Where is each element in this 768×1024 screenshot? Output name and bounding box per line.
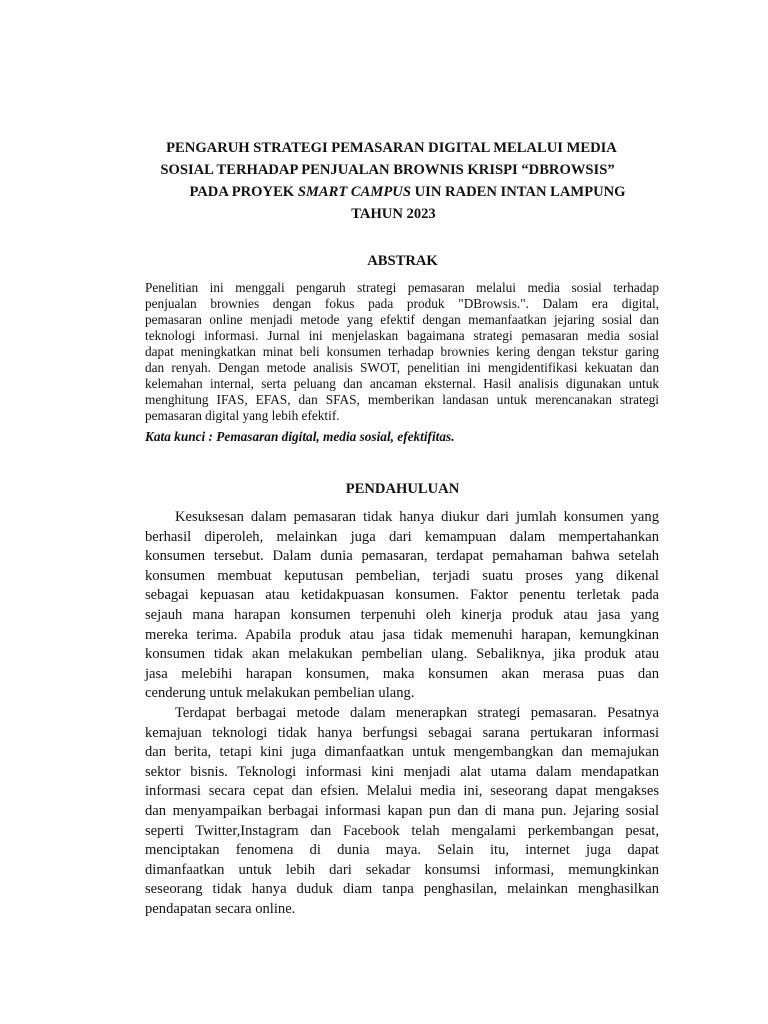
paragraph-line: informasi secara cepat dan efsien. Melalui media ini, seseorang dapat mengakses <box>145 783 659 800</box>
paragraph-line: seperti Twitter,Instagram dan Facebook telah mengalami perkembangan pesat, <box>145 822 659 839</box>
paragraph-line: konsumen membuat keputusan pembelian, terjadi suatu proses yang dikenal <box>145 567 659 584</box>
paragraph-line: seseorang tidak hanya duduk diam tanpa penghasilan, melainkan menghasilkan <box>145 881 659 898</box>
document-title <box>140 137 665 225</box>
abstract-line: menghitung IFAS, EFAS, dan SFAS, memberikan landasan untuk merencanakan strategi <box>145 392 659 407</box>
paragraph-line: berhasil diperoleh, melainkan juga dari kemampuan dalam mempertahankan <box>145 528 659 545</box>
paragraph-line: dimanfaatkan untuk lebih dari sekadar konsumsi informasi, memungkinkan <box>145 861 659 878</box>
abstract-heading: ABSTRAK <box>367 253 438 269</box>
paragraph-line: menciptakan fenomena di dunia maya. Selain itu, internet juga dapat <box>145 842 659 859</box>
paragraph-line: kemajuan teknologi tidak hanya berfungsi sebagai sarana pertukaran informasi <box>145 724 659 741</box>
abstract-line: kelemahan internal, serta peluang dan ancaman eksternal. Hasil analisis digunakan untuk <box>145 376 659 391</box>
introduction-heading: PENDAHULUAN <box>345 481 460 497</box>
paragraph-line: pendapatan secara online. <box>145 900 296 917</box>
paragraph-line: Kesuksesan dalam pemasaran tidak hanya diukur dari jumlah konsumen yang <box>175 509 659 525</box>
paragraph-line: sejauh mana harapan konsumen terpenuhi oleh kinerja produk atau jasa yang <box>145 606 659 623</box>
abstract-line: pemasaran digital yang lebih efektif. <box>145 408 340 423</box>
abstract-line: pemasaran online menjadi metode yang efektif dengan memanfaatkan jejaring sosial dan <box>145 312 659 327</box>
title-italic-segment: SMART CAMPUS <box>297 184 411 200</box>
abstract-line: dan renyah. Dengan metode analisis SWOT, penelitian ini mengidentifikasi kekuatan dan <box>145 360 659 375</box>
abstract-line: penjualan brownies dengan fokus pada produk "DBrowsis.". Dalam era digital, <box>145 296 659 311</box>
title-text-segment: UIN RADEN INTAN LAMPUNG <box>410 184 626 200</box>
keywords: Kata kunci : Pemasaran digital, media sosial, efektifitas. <box>145 429 455 444</box>
abstract-line: teknologi informasi. Jurnal ini menjelaskan bagaimana strategi pemasaran media sosial <box>145 328 659 343</box>
paragraph-line: mereka terima. Apabila produk atau jasa tidak memenuhi harapan, kemungkinan <box>145 626 659 643</box>
abstract-line: Penelitian ini menggali pengaruh strategi pemasaran melalui media sosial terhadap <box>145 280 659 295</box>
paragraph-line: sektor bisnis. Teknologi informasi kini menjadi alat utama dalam mendapatkan <box>145 763 659 780</box>
paragraph-line: jasa melebihi harapan konsumen, maka konsumen akan merasa puas dan <box>145 665 659 682</box>
introduction-body <box>145 508 659 919</box>
paragraph-line: cenderung untuk melakukan pembelian ulang. <box>145 685 415 702</box>
title-line: TAHUN 2023 <box>351 206 436 222</box>
paragraph-line: konsumen tersebut. Dalam dunia pemasaran, terdapat pemahaman bahwa setelah <box>145 548 659 565</box>
abstract-paragraph <box>145 280 659 424</box>
title-line: SOSIAL TERHADAP PENJUALAN BROWNIS KRISPI “DBROWSIS” <box>160 162 615 178</box>
paragraph-line: sebagai kepuasan atau ketidakpuasan konsumen. Faktor penentu terletak pada <box>145 587 659 604</box>
paragraph-line: Terdapat berbagai metode dalam menerapkan strategi pemasaran. Pesatnya <box>175 704 659 721</box>
paragraph-line: dan menyampaikan berbagai informasi kapan pun dan di mana pun. Jejaring sosial <box>145 802 659 819</box>
paragraph-line: konsumen tidak akan melakukan pembelian ulang. Sebaliknya, jika produk atau <box>145 646 659 663</box>
title-line <box>140 181 665 203</box>
title-line: PENGARUH STRATEGI PEMASARAN DIGITAL MELALUI MEDIA <box>166 140 617 156</box>
paragraph-line: dan berita, tetapi kini juga dimanfaatkan untuk mengembangkan dan memajukan <box>145 744 659 761</box>
abstract-line: dapat meningkatkan minat beli konsumen terhadap brownies kering dengan tekstur garing <box>145 344 659 359</box>
title-text-segment: PADA PROYEK <box>189 184 298 200</box>
